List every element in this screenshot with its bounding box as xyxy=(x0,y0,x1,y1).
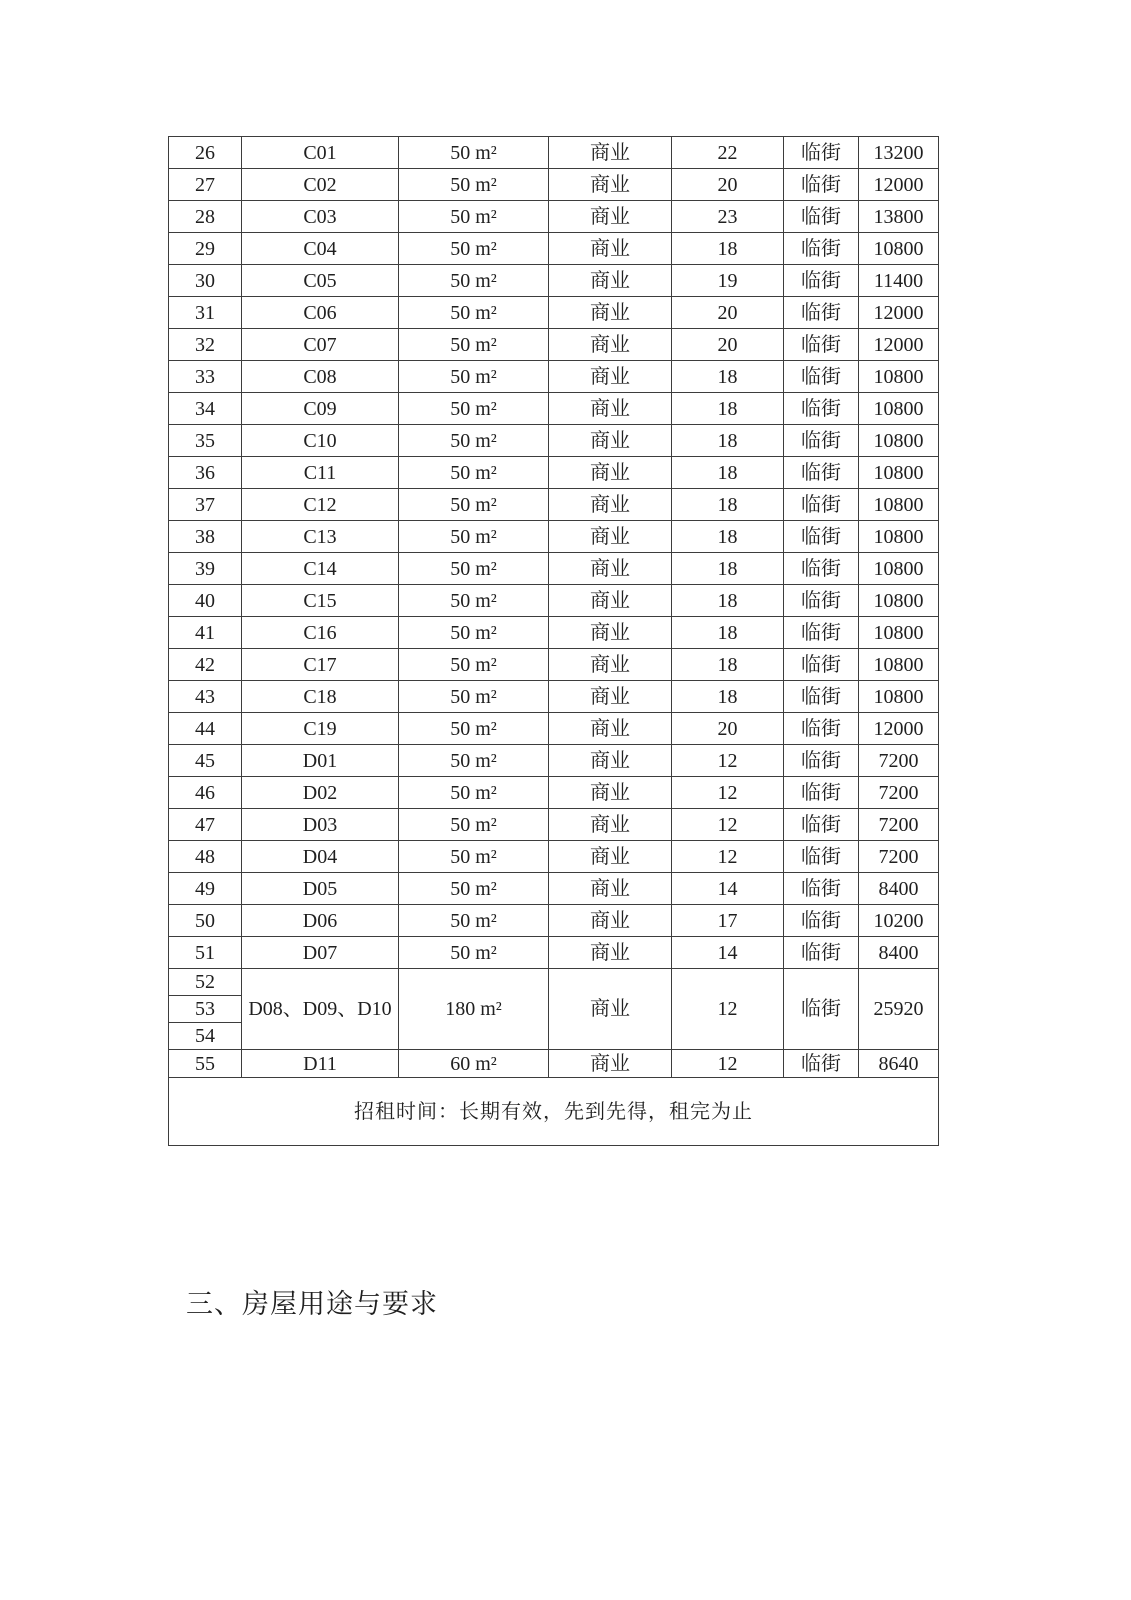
cell-unit: C17 xyxy=(242,649,399,681)
cell-frontage: 临街 xyxy=(784,617,859,649)
cell-no: 34 xyxy=(169,393,242,425)
cell-frontage: 临街 xyxy=(784,905,859,937)
cell-rate: 18 xyxy=(672,617,784,649)
cell-rent: 10800 xyxy=(859,457,939,489)
cell-rate: 18 xyxy=(672,553,784,585)
cell-rent: 8400 xyxy=(859,937,939,969)
cell-area: 50 m² xyxy=(399,265,549,297)
cell-rent: 10800 xyxy=(859,489,939,521)
cell-no: 27 xyxy=(169,169,242,201)
cell-rate: 14 xyxy=(672,937,784,969)
cell-frontage: 临街 xyxy=(784,873,859,905)
cell-no: 44 xyxy=(169,713,242,745)
cell-usage: 商业 xyxy=(549,201,672,233)
cell-rent: 10800 xyxy=(859,233,939,265)
cell-frontage: 临街 xyxy=(784,681,859,713)
cell-unit: C10 xyxy=(242,425,399,457)
cell-unit: C05 xyxy=(242,265,399,297)
cell-no: 29 xyxy=(169,233,242,265)
cell-frontage: 临街 xyxy=(784,777,859,809)
cell-area: 50 m² xyxy=(399,137,549,169)
cell-area: 50 m² xyxy=(399,329,549,361)
cell-rent: 13200 xyxy=(859,137,939,169)
cell-rent: 10800 xyxy=(859,649,939,681)
table-row xyxy=(169,713,939,745)
cell-frontage: 临街 xyxy=(784,425,859,457)
cell-unit: C18 xyxy=(242,681,399,713)
table-row xyxy=(169,905,939,937)
cell-usage: 商业 xyxy=(549,873,672,905)
cell-unit: C11 xyxy=(242,457,399,489)
cell-rate: 18 xyxy=(672,457,784,489)
cell-unit: C01 xyxy=(242,137,399,169)
leasing-period-note: 招租时间：长期有效，先到先得，租完为止 xyxy=(169,1078,939,1146)
cell-no: 40 xyxy=(169,585,242,617)
cell-usage: 商业 xyxy=(549,905,672,937)
cell-usage: 商业 xyxy=(549,233,672,265)
cell-area: 50 m² xyxy=(399,585,549,617)
cell-rate: 18 xyxy=(672,361,784,393)
cell-unit: D03 xyxy=(242,809,399,841)
cell-rate: 12 xyxy=(672,777,784,809)
cell-usage: 商业 xyxy=(549,745,672,777)
cell-area: 50 m² xyxy=(399,681,549,713)
table-footer-row xyxy=(169,1078,939,1146)
cell-rate: 18 xyxy=(672,585,784,617)
table-row xyxy=(169,489,939,521)
cell-usage: 商业 xyxy=(549,585,672,617)
cell-rate: 12 xyxy=(672,841,784,873)
table-row xyxy=(169,585,939,617)
cell-no: 28 xyxy=(169,201,242,233)
cell-unit: C14 xyxy=(242,553,399,585)
cell-rent: 10200 xyxy=(859,905,939,937)
cell-frontage: 临街 xyxy=(784,713,859,745)
cell-unit: C13 xyxy=(242,521,399,553)
cell-area: 50 m² xyxy=(399,361,549,393)
cell-no: 39 xyxy=(169,553,242,585)
cell-unit: C19 xyxy=(242,713,399,745)
cell-unit: D06 xyxy=(242,905,399,937)
cell-rate: 18 xyxy=(672,393,784,425)
table-row-52 xyxy=(169,969,939,996)
cell-area: 50 m² xyxy=(399,553,549,585)
table-row xyxy=(169,265,939,297)
cell-rent: 10800 xyxy=(859,681,939,713)
cell-usage: 商业 xyxy=(549,457,672,489)
cell-frontage: 临街 xyxy=(784,649,859,681)
cell-rate: 12 xyxy=(672,1050,784,1078)
cell-usage: 商业 xyxy=(549,809,672,841)
cell-no: 52 xyxy=(169,969,242,996)
table-row xyxy=(169,937,939,969)
cell-usage: 商业 xyxy=(549,393,672,425)
cell-area: 50 m² xyxy=(399,201,549,233)
cell-no: 38 xyxy=(169,521,242,553)
cell-unit: D02 xyxy=(242,777,399,809)
cell-rent: 12000 xyxy=(859,169,939,201)
cell-area: 50 m² xyxy=(399,873,549,905)
cell-frontage: 临街 xyxy=(784,457,859,489)
cell-no: 37 xyxy=(169,489,242,521)
cell-no: 35 xyxy=(169,425,242,457)
cell-usage: 商业 xyxy=(549,681,672,713)
cell-frontage: 临街 xyxy=(784,329,859,361)
cell-rate: 12 xyxy=(672,969,784,1050)
cell-unit: D04 xyxy=(242,841,399,873)
cell-no: 54 xyxy=(169,1023,242,1050)
cell-frontage: 临街 xyxy=(784,265,859,297)
cell-unit: C08 xyxy=(242,361,399,393)
cell-frontage: 临街 xyxy=(784,489,859,521)
cell-usage: 商业 xyxy=(549,553,672,585)
cell-area: 180 m² xyxy=(399,969,549,1050)
cell-rate: 20 xyxy=(672,297,784,329)
cell-no: 32 xyxy=(169,329,242,361)
cell-usage: 商业 xyxy=(549,777,672,809)
cell-area: 50 m² xyxy=(399,457,549,489)
cell-area: 50 m² xyxy=(399,393,549,425)
cell-area: 50 m² xyxy=(399,649,549,681)
cell-frontage: 临街 xyxy=(784,745,859,777)
cell-frontage: 临街 xyxy=(784,521,859,553)
cell-rent: 10800 xyxy=(859,521,939,553)
cell-frontage: 临街 xyxy=(784,201,859,233)
table-row xyxy=(169,745,939,777)
cell-unit: C12 xyxy=(242,489,399,521)
cell-no: 49 xyxy=(169,873,242,905)
cell-rate: 20 xyxy=(672,713,784,745)
cell-rent: 7200 xyxy=(859,777,939,809)
cell-no: 42 xyxy=(169,649,242,681)
cell-rent: 10800 xyxy=(859,425,939,457)
cell-rent: 12000 xyxy=(859,329,939,361)
cell-frontage: 临街 xyxy=(784,937,859,969)
cell-usage: 商业 xyxy=(549,265,672,297)
cell-usage: 商业 xyxy=(549,937,672,969)
cell-frontage: 临街 xyxy=(784,297,859,329)
cell-usage: 商业 xyxy=(549,297,672,329)
table-row xyxy=(169,649,939,681)
cell-frontage: 临街 xyxy=(784,137,859,169)
table-row xyxy=(169,841,939,873)
cell-rent: 7200 xyxy=(859,809,939,841)
cell-unit: C16 xyxy=(242,617,399,649)
cell-frontage: 临街 xyxy=(784,361,859,393)
cell-frontage: 临街 xyxy=(784,393,859,425)
cell-unit: C03 xyxy=(242,201,399,233)
section-heading: 三、房屋用途与要求 xyxy=(186,1289,438,1319)
cell-rent: 7200 xyxy=(859,745,939,777)
table-row xyxy=(169,169,939,201)
table-row xyxy=(169,777,939,809)
cell-no: 36 xyxy=(169,457,242,489)
cell-unit: C09 xyxy=(242,393,399,425)
cell-area: 50 m² xyxy=(399,425,549,457)
cell-area: 50 m² xyxy=(399,489,549,521)
cell-unit: D05 xyxy=(242,873,399,905)
table-row xyxy=(169,521,939,553)
cell-rate: 14 xyxy=(672,873,784,905)
table-row xyxy=(169,873,939,905)
cell-rent: 10800 xyxy=(859,553,939,585)
cell-usage: 商业 xyxy=(549,425,672,457)
cell-rate: 20 xyxy=(672,169,784,201)
cell-rate: 19 xyxy=(672,265,784,297)
cell-rate: 18 xyxy=(672,233,784,265)
cell-usage: 商业 xyxy=(549,329,672,361)
rental-units-table xyxy=(168,136,939,1146)
cell-usage: 商业 xyxy=(549,969,672,1050)
cell-unit: C15 xyxy=(242,585,399,617)
cell-rate: 18 xyxy=(672,649,784,681)
cell-area: 50 m² xyxy=(399,617,549,649)
table-row xyxy=(169,617,939,649)
cell-unit: C06 xyxy=(242,297,399,329)
cell-area: 60 m² xyxy=(399,1050,549,1078)
table-row xyxy=(169,425,939,457)
cell-no: 33 xyxy=(169,361,242,393)
cell-usage: 商业 xyxy=(549,489,672,521)
cell-rate: 17 xyxy=(672,905,784,937)
cell-unit: C07 xyxy=(242,329,399,361)
cell-rate: 12 xyxy=(672,809,784,841)
cell-rent: 10800 xyxy=(859,617,939,649)
cell-usage: 商业 xyxy=(549,169,672,201)
cell-no: 30 xyxy=(169,265,242,297)
lease-table-static-rows xyxy=(169,969,939,1146)
cell-rate: 18 xyxy=(672,489,784,521)
cell-rent: 12000 xyxy=(859,297,939,329)
cell-frontage: 临街 xyxy=(784,969,859,1050)
cell-usage: 商业 xyxy=(549,521,672,553)
cell-rent: 8400 xyxy=(859,873,939,905)
cell-rent: 25920 xyxy=(859,969,939,1050)
cell-no: 53 xyxy=(169,996,242,1023)
cell-area: 50 m² xyxy=(399,233,549,265)
table-row xyxy=(169,553,939,585)
table-row xyxy=(169,201,939,233)
cell-frontage: 临街 xyxy=(784,841,859,873)
cell-area: 50 m² xyxy=(399,745,549,777)
cell-area: 50 m² xyxy=(399,297,549,329)
cell-frontage: 临街 xyxy=(784,553,859,585)
cell-unit: D07 xyxy=(242,937,399,969)
cell-unit: C02 xyxy=(242,169,399,201)
cell-area: 50 m² xyxy=(399,713,549,745)
cell-rent: 8640 xyxy=(859,1050,939,1078)
cell-rent: 13800 xyxy=(859,201,939,233)
cell-usage: 商业 xyxy=(549,649,672,681)
cell-unit: C04 xyxy=(242,233,399,265)
cell-rate: 23 xyxy=(672,201,784,233)
cell-area: 50 m² xyxy=(399,809,549,841)
table-row xyxy=(169,329,939,361)
cell-no: 46 xyxy=(169,777,242,809)
cell-frontage: 临街 xyxy=(784,1050,859,1078)
table-row xyxy=(169,361,939,393)
cell-rent: 10800 xyxy=(859,393,939,425)
cell-no: 45 xyxy=(169,745,242,777)
cell-frontage: 临街 xyxy=(784,585,859,617)
cell-no: 51 xyxy=(169,937,242,969)
cell-rate: 12 xyxy=(672,745,784,777)
cell-no: 50 xyxy=(169,905,242,937)
table-row-55 xyxy=(169,1050,939,1078)
cell-area: 50 m² xyxy=(399,905,549,937)
cell-frontage: 临街 xyxy=(784,169,859,201)
cell-usage: 商业 xyxy=(549,713,672,745)
table-row xyxy=(169,457,939,489)
cell-rate: 20 xyxy=(672,329,784,361)
cell-no: 41 xyxy=(169,617,242,649)
cell-frontage: 临街 xyxy=(784,233,859,265)
cell-no: 31 xyxy=(169,297,242,329)
table-row xyxy=(169,233,939,265)
table-row xyxy=(169,393,939,425)
cell-unit: D01 xyxy=(242,745,399,777)
cell-area: 50 m² xyxy=(399,777,549,809)
table-row xyxy=(169,681,939,713)
cell-usage: 商业 xyxy=(549,137,672,169)
cell-usage: 商业 xyxy=(549,841,672,873)
cell-usage: 商业 xyxy=(549,1050,672,1078)
cell-rate: 18 xyxy=(672,681,784,713)
table-row xyxy=(169,297,939,329)
cell-rate: 22 xyxy=(672,137,784,169)
cell-area: 50 m² xyxy=(399,841,549,873)
cell-area: 50 m² xyxy=(399,937,549,969)
cell-no: 55 xyxy=(169,1050,242,1078)
cell-unit: D08、D09、D10 xyxy=(242,969,399,1050)
table-row xyxy=(169,809,939,841)
cell-rate: 18 xyxy=(672,521,784,553)
cell-rent: 7200 xyxy=(859,841,939,873)
cell-rent: 10800 xyxy=(859,361,939,393)
cell-no: 26 xyxy=(169,137,242,169)
cell-frontage: 临街 xyxy=(784,809,859,841)
cell-area: 50 m² xyxy=(399,521,549,553)
cell-rent: 11400 xyxy=(859,265,939,297)
cell-no: 48 xyxy=(169,841,242,873)
lease-table-body xyxy=(169,137,939,969)
cell-unit: D11 xyxy=(242,1050,399,1078)
cell-no: 43 xyxy=(169,681,242,713)
table-row xyxy=(169,137,939,169)
cell-usage: 商业 xyxy=(549,617,672,649)
cell-rent: 12000 xyxy=(859,713,939,745)
cell-usage: 商业 xyxy=(549,361,672,393)
cell-rate: 18 xyxy=(672,425,784,457)
cell-no: 47 xyxy=(169,809,242,841)
cell-area: 50 m² xyxy=(399,169,549,201)
cell-rent: 10800 xyxy=(859,585,939,617)
